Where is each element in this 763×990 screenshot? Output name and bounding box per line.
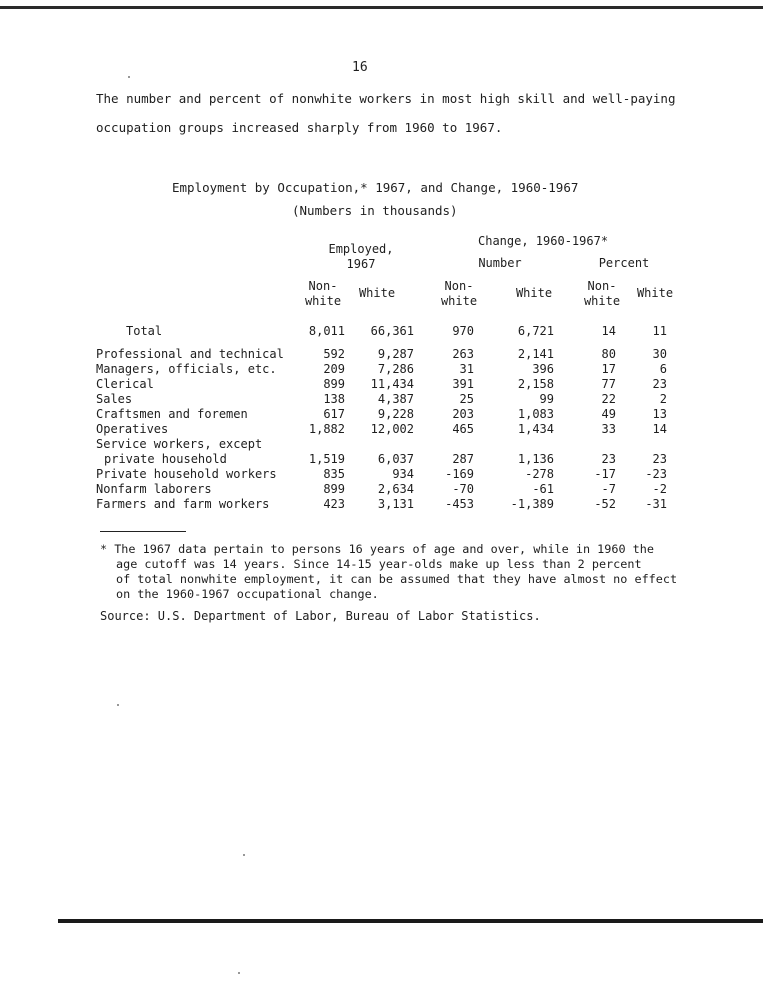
intro-line-2: occupation groups increased sharply from 1960 to 1967. <box>96 120 503 135</box>
cell: -52 <box>594 497 616 511</box>
cell: 1,519 <box>308 452 345 466</box>
cell: 465 <box>452 422 474 436</box>
cell: -70 <box>452 482 474 496</box>
header-nonwhite-line2: white <box>304 294 342 308</box>
footnote-divider <box>100 531 186 532</box>
header-nonwhite-number <box>434 279 484 309</box>
cell: 11 <box>652 324 667 338</box>
cell: 2,634 <box>377 482 414 496</box>
cell: 899 <box>323 482 345 496</box>
cell: 12,002 <box>370 422 414 436</box>
cell: 391 <box>452 377 474 391</box>
cell: 14 <box>601 324 616 338</box>
source-note: Source: U.S. Department of Labor, Bureau of Labor Statistics. <box>100 609 541 623</box>
cell: 13 <box>652 407 667 421</box>
cell: 1,882 <box>308 422 345 436</box>
row-label: Professional and technical <box>96 347 284 361</box>
cell: -31 <box>645 497 667 511</box>
cell: 1,434 <box>517 422 554 436</box>
cell: -23 <box>645 467 667 481</box>
header-employed-line1: Employed, <box>328 242 394 256</box>
cell: 25 <box>459 392 474 406</box>
cell: 80 <box>601 347 616 361</box>
cell: 970 <box>452 324 474 338</box>
cell: -7 <box>601 482 616 496</box>
row-label: Clerical <box>96 377 154 391</box>
cell: 9,228 <box>377 407 414 421</box>
speck <box>238 972 240 974</box>
cell: 6,037 <box>377 452 414 466</box>
cell: 2 <box>659 392 667 406</box>
header-employed-line2: 1967 <box>346 257 376 271</box>
cell: 31 <box>459 362 474 376</box>
header-white-percent: White <box>636 286 674 300</box>
header-nonwhite-line1: Non- <box>444 279 474 293</box>
cell: 423 <box>323 497 345 511</box>
cell: 203 <box>452 407 474 421</box>
cell: 138 <box>323 392 345 406</box>
cell: 23 <box>652 452 667 466</box>
cell: 30 <box>652 347 667 361</box>
cell: 17 <box>601 362 616 376</box>
page-number: 16 <box>352 60 368 75</box>
cell: 33 <box>601 422 616 436</box>
header-white-number: White <box>515 286 553 300</box>
footnote-line-4: on the 1960-1967 occupational change. <box>116 587 379 601</box>
cell: 77 <box>601 377 616 391</box>
row-label: Craftsmen and foremen <box>96 407 248 421</box>
footnote-line-2: age cutoff was 14 years. Since 14-15 year-olds make up less than 2 percent <box>116 557 642 571</box>
header-number: Number <box>478 256 522 270</box>
cell: 6,721 <box>517 324 554 338</box>
cell: 263 <box>452 347 474 361</box>
cell: -1,389 <box>510 497 554 511</box>
table-title: Employment by Occupation,* 1967, and Change, 1960-1967 <box>172 180 579 195</box>
cell: 899 <box>323 377 345 391</box>
cell: 1,136 <box>517 452 554 466</box>
cell: 1,083 <box>517 407 554 421</box>
row-label: Total <box>126 324 163 338</box>
cell: 835 <box>323 467 345 481</box>
cell: -278 <box>525 467 554 481</box>
cell: 23 <box>652 377 667 391</box>
speck <box>128 76 130 78</box>
cell: 617 <box>323 407 345 421</box>
cell: -61 <box>532 482 554 496</box>
cell: 66,361 <box>370 324 414 338</box>
cell: 287 <box>452 452 474 466</box>
header-employed <box>318 242 404 272</box>
header-nonwhite-line2: white <box>440 294 478 308</box>
bottom-border-rule <box>58 919 763 923</box>
cell: 592 <box>323 347 345 361</box>
row-label: Private household workers <box>96 467 277 481</box>
cell: 22 <box>601 392 616 406</box>
table-subtitle: (Numbers in thousands) <box>292 203 458 218</box>
cell: 99 <box>539 392 554 406</box>
cell: 396 <box>532 362 554 376</box>
footnote-line-1: * The 1967 data pertain to persons 16 years of age and over, while in 1960 the <box>100 542 654 556</box>
speck <box>243 854 245 856</box>
row-label: Nonfarm laborers <box>96 482 212 496</box>
footnote-line-3: of total nonwhite employment, it can be assumed that they have almost no effect <box>116 572 678 586</box>
header-nonwhite-employed <box>298 279 348 309</box>
header-change: Change, 1960-1967* <box>478 234 609 248</box>
cell: 934 <box>392 467 414 481</box>
cell: 4,387 <box>377 392 414 406</box>
cell: 23 <box>601 452 616 466</box>
header-nonwhite-percent <box>578 279 626 309</box>
header-white-employed: White <box>358 286 396 300</box>
header-nonwhite-line1: Non- <box>587 279 617 293</box>
top-border-rule <box>0 6 763 9</box>
cell: -169 <box>445 467 474 481</box>
cell: 7,286 <box>377 362 414 376</box>
header-percent: Percent <box>598 256 650 270</box>
intro-line-1: The number and percent of nonwhite workers in most high skill and well-paying <box>96 91 676 106</box>
cell: 209 <box>323 362 345 376</box>
cell: 8,011 <box>308 324 345 338</box>
row-label: private household <box>104 452 227 466</box>
cell: 11,434 <box>370 377 414 391</box>
row-label: Sales <box>96 392 133 406</box>
cell: 14 <box>652 422 667 436</box>
row-label: Managers, officials, etc. <box>96 362 277 376</box>
cell: 2,158 <box>517 377 554 391</box>
cell: 2,141 <box>517 347 554 361</box>
cell: 9,287 <box>377 347 414 361</box>
cell: 3,131 <box>377 497 414 511</box>
header-nonwhite-line1: Non- <box>308 279 338 293</box>
row-label: Farmers and farm workers <box>96 497 270 511</box>
cell: -453 <box>445 497 474 511</box>
cell: -17 <box>594 467 616 481</box>
cell: 49 <box>601 407 616 421</box>
header-nonwhite-line2: white <box>583 294 621 308</box>
cell: 6 <box>659 362 667 376</box>
speck <box>117 704 119 706</box>
row-label: Operatives <box>96 422 169 436</box>
row-label: Service workers, except <box>96 437 263 451</box>
cell: -2 <box>652 482 667 496</box>
